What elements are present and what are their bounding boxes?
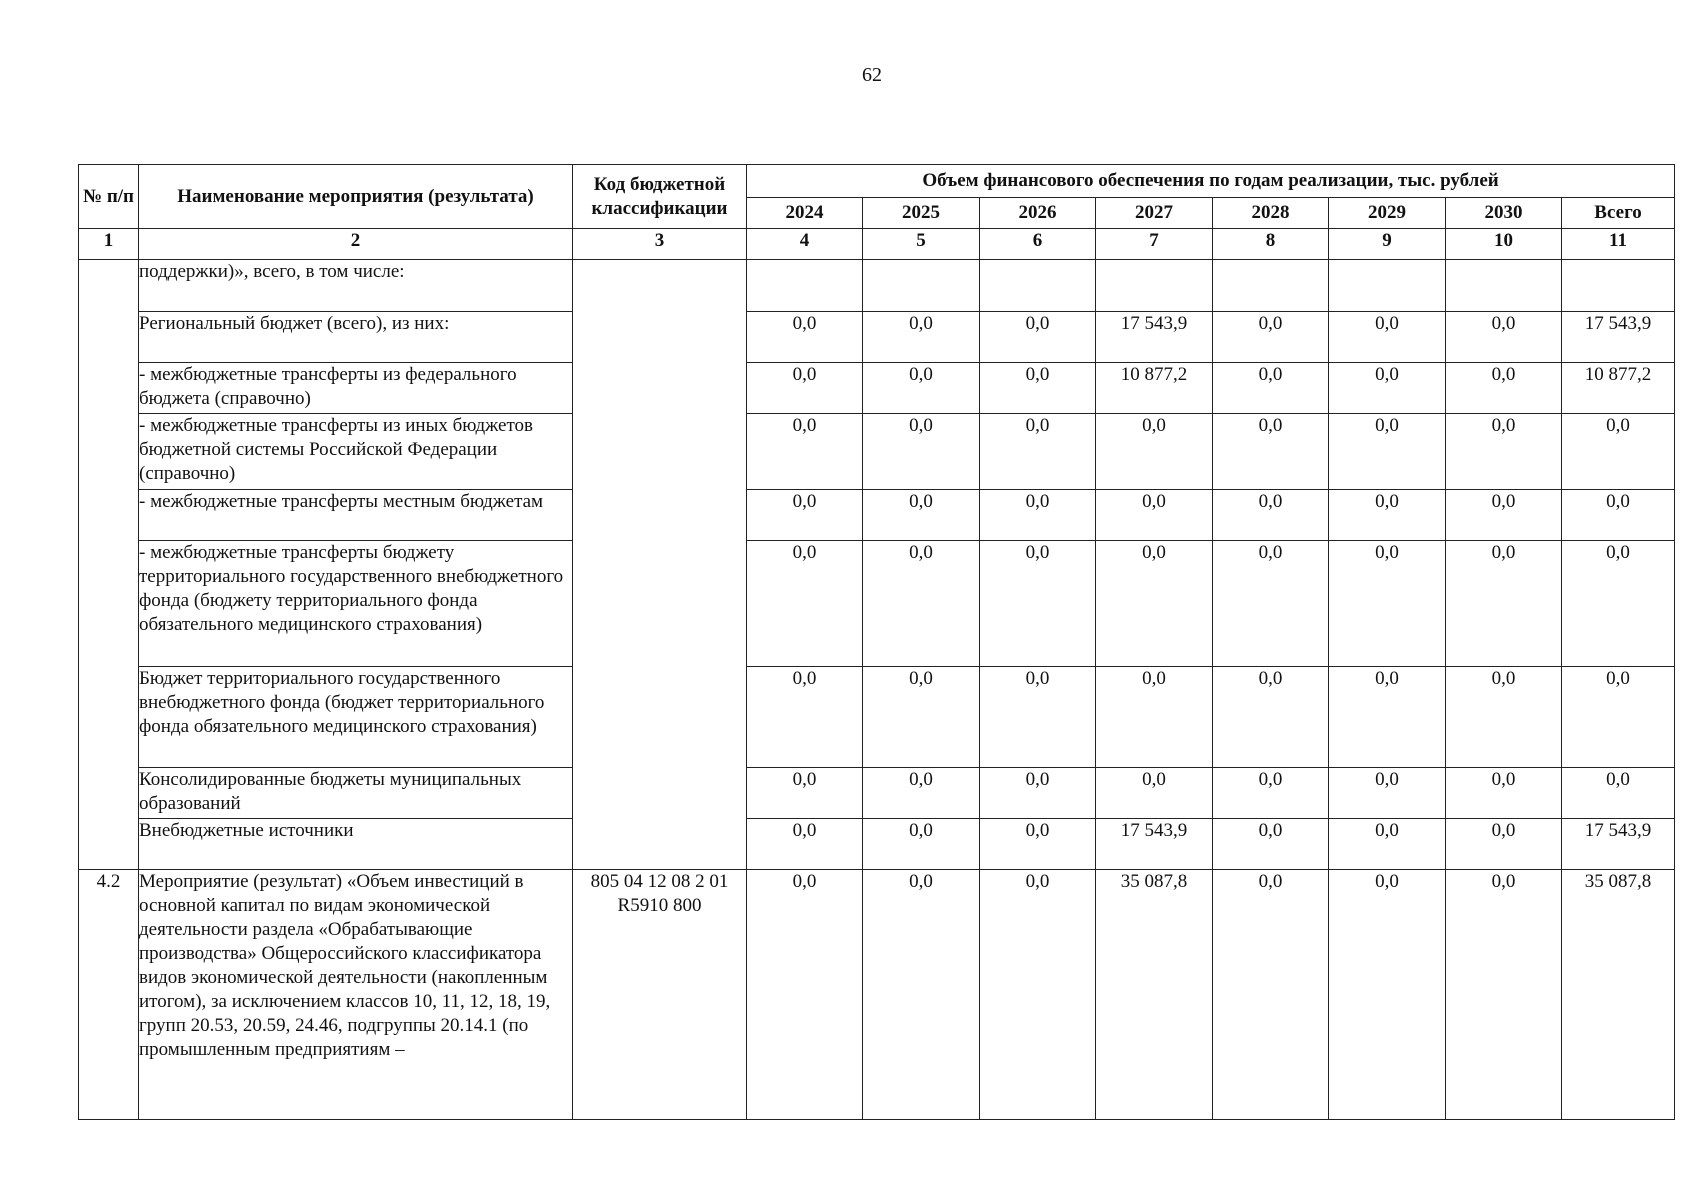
value-cell: 0,0 [1213,667,1329,768]
column-number: 4 [747,229,863,260]
row-name: Мероприятие (результат) «Объем инвестиций в основной капитал по видам экономической деятельности раздела «Обрабатывающие производства» Общероссийского классификатора видов экономической деятельности (накопленным итогом), за исключением классов 10, 11, 12, 18, 19, групп 20.53, 20.59, 24.46, подгруппы 20.14.1 (по промышленным предприятиям – [139,870,573,1120]
value-cell: 0,0 [1213,870,1329,1120]
value-cell: 17 543,9 [1562,819,1675,870]
value-cell: 0,0 [1446,768,1562,819]
column-number: 8 [1213,229,1329,260]
column-numbers-row [79,229,1675,260]
value-cell: 0,0 [1562,490,1675,541]
column-number: 2 [139,229,573,260]
value-cell: 0,0 [863,768,980,819]
row-name: Консолидированные бюджеты муниципальных образований [139,768,573,819]
value-cell: 0,0 [980,414,1096,490]
value-cell: 17 543,9 [1096,312,1213,363]
value-cell [1213,260,1329,312]
header-year: 2029 [1329,198,1446,229]
row-name: - межбюджетные трансферты бюджету территориального государственного внебюджетного фонда (бюджету территориального фонда обязательного медицинского страхования) [139,541,573,667]
value-cell: 0,0 [1096,768,1213,819]
table-row-4-2 [79,870,1675,1120]
row-code-cell [573,260,747,870]
value-cell: 10 877,2 [1562,363,1675,414]
value-cell: 0,0 [747,312,863,363]
value-cell: 0,0 [863,490,980,541]
value-cell: 0,0 [980,819,1096,870]
value-cell [980,260,1096,312]
table-row [79,541,1675,667]
value-cell: 0,0 [1446,667,1562,768]
value-cell [863,260,980,312]
value-cell: 0,0 [1213,768,1329,819]
value-cell: 17 543,9 [1562,312,1675,363]
value-cell: 0,0 [1329,312,1446,363]
value-cell: 0,0 [980,541,1096,667]
value-cell: 0,0 [1329,870,1446,1120]
value-cell: 0,0 [980,768,1096,819]
value-cell: 10 877,2 [1096,363,1213,414]
header-year: 2024 [747,198,863,229]
value-cell: 0,0 [1562,541,1675,667]
value-cell: 35 087,8 [1096,870,1213,1120]
value-cell: 0,0 [1213,363,1329,414]
row-name: поддержки)», всего, в том числе: [139,260,573,312]
value-cell: 0,0 [1213,312,1329,363]
row-name: Региональный бюджет (всего), из них: [139,312,573,363]
column-number: 5 [863,229,980,260]
table-row [79,819,1675,870]
table-row [79,260,1675,312]
header-name: Наименование мероприятия (результата) [139,165,573,229]
value-cell: 0,0 [863,667,980,768]
value-cell: 0,0 [863,363,980,414]
value-cell: 35 087,8 [1562,870,1675,1120]
header-code: Код бюджетной классификации [573,165,747,229]
page-number: 62 [862,64,882,86]
value-cell: 0,0 [980,667,1096,768]
value-cell: 0,0 [1446,490,1562,541]
table-row [79,667,1675,768]
column-number: 10 [1446,229,1562,260]
value-cell: 0,0 [747,667,863,768]
value-cell: 0,0 [1446,870,1562,1120]
value-cell: 17 543,9 [1096,819,1213,870]
value-cell: 0,0 [1096,490,1213,541]
budget-code: 805 04 12 08 2 01 R5910 800 [573,870,747,1120]
row-number: 4.2 [79,870,139,1120]
row-name: Бюджет территориального государственного внебюджетного фонда (бюджет территориального фонда обязательного медицинского страхования) [139,667,573,768]
value-cell: 0,0 [863,312,980,363]
table-row [79,414,1675,490]
row-name: - межбюджетные трансферты из федерального бюджета (справочно) [139,363,573,414]
table-row [79,490,1675,541]
header-year: 2030 [1446,198,1562,229]
value-cell: 0,0 [1329,667,1446,768]
value-cell: 0,0 [1213,414,1329,490]
column-number: 3 [573,229,747,260]
header-year: 2027 [1096,198,1213,229]
value-cell: 0,0 [1446,414,1562,490]
budget-table [78,164,1675,1120]
table-row [79,363,1675,414]
value-cell: 0,0 [1329,768,1446,819]
value-cell: 0,0 [1562,768,1675,819]
value-cell: 0,0 [1562,414,1675,490]
value-cell: 0,0 [1446,819,1562,870]
value-cell [1446,260,1562,312]
row-number-cell [79,260,139,870]
header-volume: Объем финансового обеспечения по годам реализации, тыс. рублей [747,165,1675,198]
value-cell: 0,0 [747,819,863,870]
table-row [79,768,1675,819]
value-cell [1562,260,1675,312]
header-year: 2028 [1213,198,1329,229]
header-total: Всего [1562,198,1675,229]
header-num: № п/п [79,165,139,229]
value-cell: 0,0 [980,490,1096,541]
value-cell: 0,0 [863,819,980,870]
value-cell: 0,0 [980,363,1096,414]
value-cell: 0,0 [747,363,863,414]
value-cell: 0,0 [747,768,863,819]
value-cell: 0,0 [747,414,863,490]
row-name: - межбюджетные трансферты местным бюджетам [139,490,573,541]
value-cell: 0,0 [1329,819,1446,870]
value-cell: 0,0 [747,541,863,667]
value-cell: 0,0 [747,490,863,541]
value-cell [747,260,863,312]
table-row [79,312,1675,363]
column-number: 6 [980,229,1096,260]
value-cell: 0,0 [863,414,980,490]
value-cell: 0,0 [980,870,1096,1120]
value-cell: 0,0 [1096,667,1213,768]
header-year: 2026 [980,198,1096,229]
value-cell: 0,0 [1446,541,1562,667]
value-cell: 0,0 [1329,490,1446,541]
value-cell: 0,0 [1213,541,1329,667]
value-cell [1096,260,1213,312]
row-name: - межбюджетные трансферты из иных бюджетов бюджетной системы Российской Федерации (справочно) [139,414,573,490]
value-cell: 0,0 [1096,541,1213,667]
value-cell: 0,0 [1096,414,1213,490]
value-cell: 0,0 [1446,312,1562,363]
row-name: Внебюджетные источники [139,819,573,870]
value-cell: 0,0 [1446,363,1562,414]
value-cell: 0,0 [747,870,863,1120]
value-cell: 0,0 [1562,667,1675,768]
value-cell: 0,0 [1329,414,1446,490]
value-cell: 0,0 [980,312,1096,363]
value-cell: 0,0 [863,541,980,667]
value-cell: 0,0 [1213,490,1329,541]
column-number: 7 [1096,229,1213,260]
column-number: 11 [1562,229,1675,260]
value-cell: 0,0 [1329,541,1446,667]
value-cell [1329,260,1446,312]
column-number: 1 [79,229,139,260]
value-cell: 0,0 [1329,363,1446,414]
column-number: 9 [1329,229,1446,260]
value-cell: 0,0 [863,870,980,1120]
value-cell: 0,0 [1213,819,1329,870]
header-year: 2025 [863,198,980,229]
